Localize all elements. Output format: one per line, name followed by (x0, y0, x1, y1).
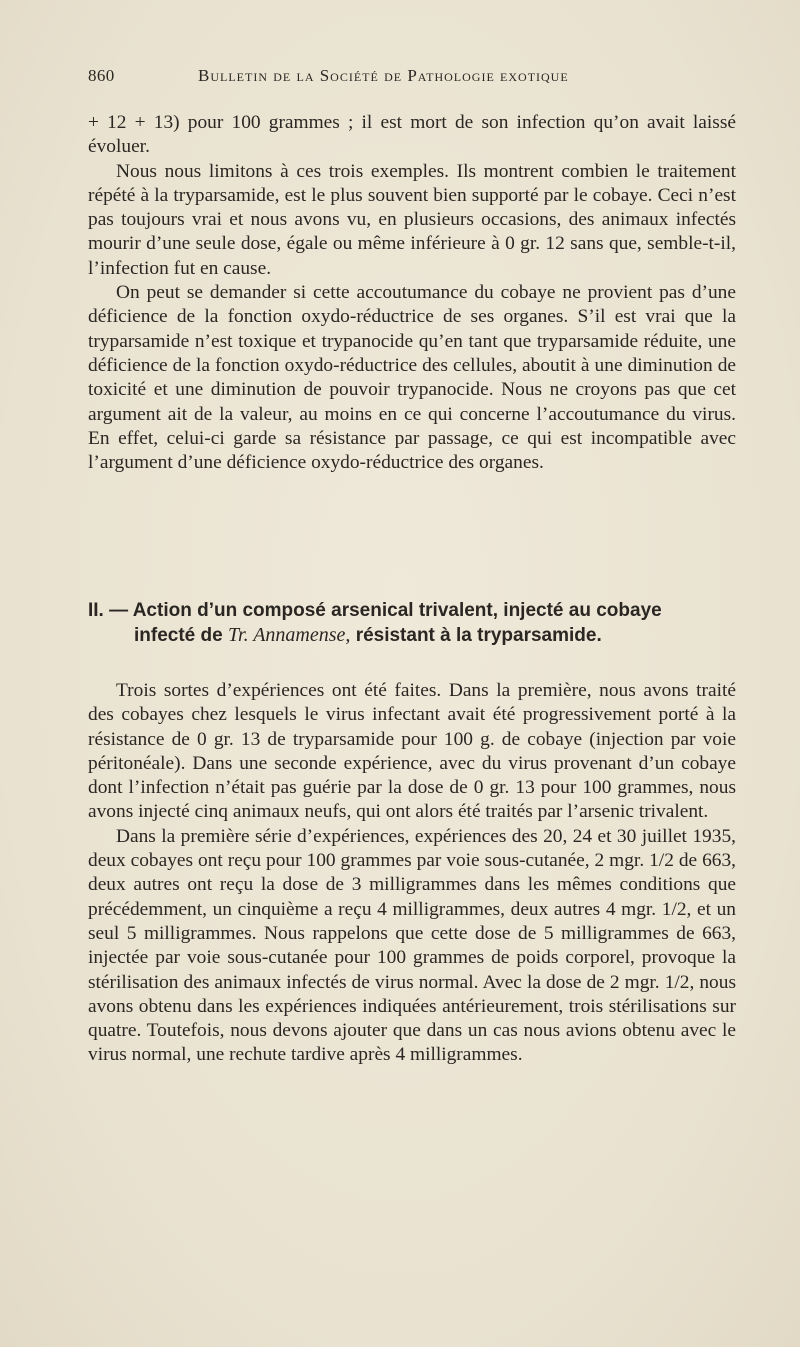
page-header (88, 66, 740, 90)
section-title-part1: Action d’un composé arsenical trivalent, injecté au cobaye (132, 600, 662, 621)
section-title-suffix: résistant à la tryparsamide. (355, 625, 602, 646)
section-title-species: Tr. Annamense, (227, 624, 351, 646)
running-title: Bulletin de la Société de Pathologie exotique (198, 66, 569, 85)
section-number: II. — (88, 600, 129, 621)
page-number: 860 (88, 66, 115, 85)
section-title-prefix: infecté de (134, 625, 223, 646)
section-heading (88, 599, 748, 648)
paragraph: Trois sortes d’expériences ont été faites. Dans la première, nous avons traité des cobayes chez lesquels le virus infectant avait été progressivement porté à la résistance de 0 gr. 13 de tryparsamide pour 100 g. de cobaye (injection par voie péritonéale). Dans une seconde expérience, avec du virus provenant d’un cobaye dont l’infection n’était pas guérie par la dose de 0 gr. 13 pour 100 grammes, nous avons injecté cinq animaux neufs, qui ont alors été traités par l’arsenic trivalent. (88, 680, 736, 823)
paragraph: Nous nous limitons à ces trois exemples. Ils montrent combien le traitement répété à la tryparsamide, est le plus souvent bien supporté par le cobaye. Ceci n’est pas toujours vrai et nous avons vu, en plusieurs occasions, des animaux infectés mourir d’une seule dose, égale ou même inférieure à 0 gr. 12 sans que, semble-t-il, l’infection fut en cause. (88, 160, 736, 279)
text-block-before-section (88, 111, 736, 475)
paragraph: On peut se demander si cette accoutumance du cobaye ne provient pas d’une déficience de la fonction oxydo-réductrice de ses organes. S’il est vrai que la tryparsamide n’est toxique et trypanocide qu’en tant que tryparsamide réduite, une déficience de la fonction oxydo-réductrice des cellules, aboutit à une diminution de toxicité et une diminution de pouvoir trypanocide. Nous ne croyons pas que cet argument ait de la valeur, au moins en ce qui concerne l’accoutumance du virus. En effet, celui-ci garde sa résistance par passage, ce qui est incompatible avec l’argument d’une déficience oxydo-réductrice des organes. (88, 282, 736, 474)
section-title-line2 (88, 623, 748, 648)
paragraph: Dans la première série d’expériences, expériences des 20, 24 et 30 juillet 1935, deux cobayes ont reçu pour 100 grammes par voie sous-cutanée, 2 mgr. 1/2 de 663, deux autres ont reçu la dose de 3 milligrammes dans les mêmes conditions que précédemment, un cinquième a reçu 4 milligrammes, deux autres 4 mgr. 1/2, et un seul 5 milligrammes. Nous rappelons que cette dose de 5 milligrammes de 663, injectée par voie sous-cutanée pour 100 grammes de poids corporel, provoque la stérilisation des animaux infectés de virus normal. Avec la dose de 2 mgr. 1/2, nous avons obtenu dans les expériences indiquées antérieurement, trois stérilisations sur quatre. Toutefois, nous devons ajouter que dans un cas nous avions obtenu avec le virus normal, une rechute tardive après 4 milligrammes. (88, 825, 736, 1066)
text-block-after-section (88, 679, 736, 1068)
paragraph: + 12 + 13) pour 100 grammes ; il est mort de son infection qu’on avait laissé évoluer. (88, 112, 736, 158)
